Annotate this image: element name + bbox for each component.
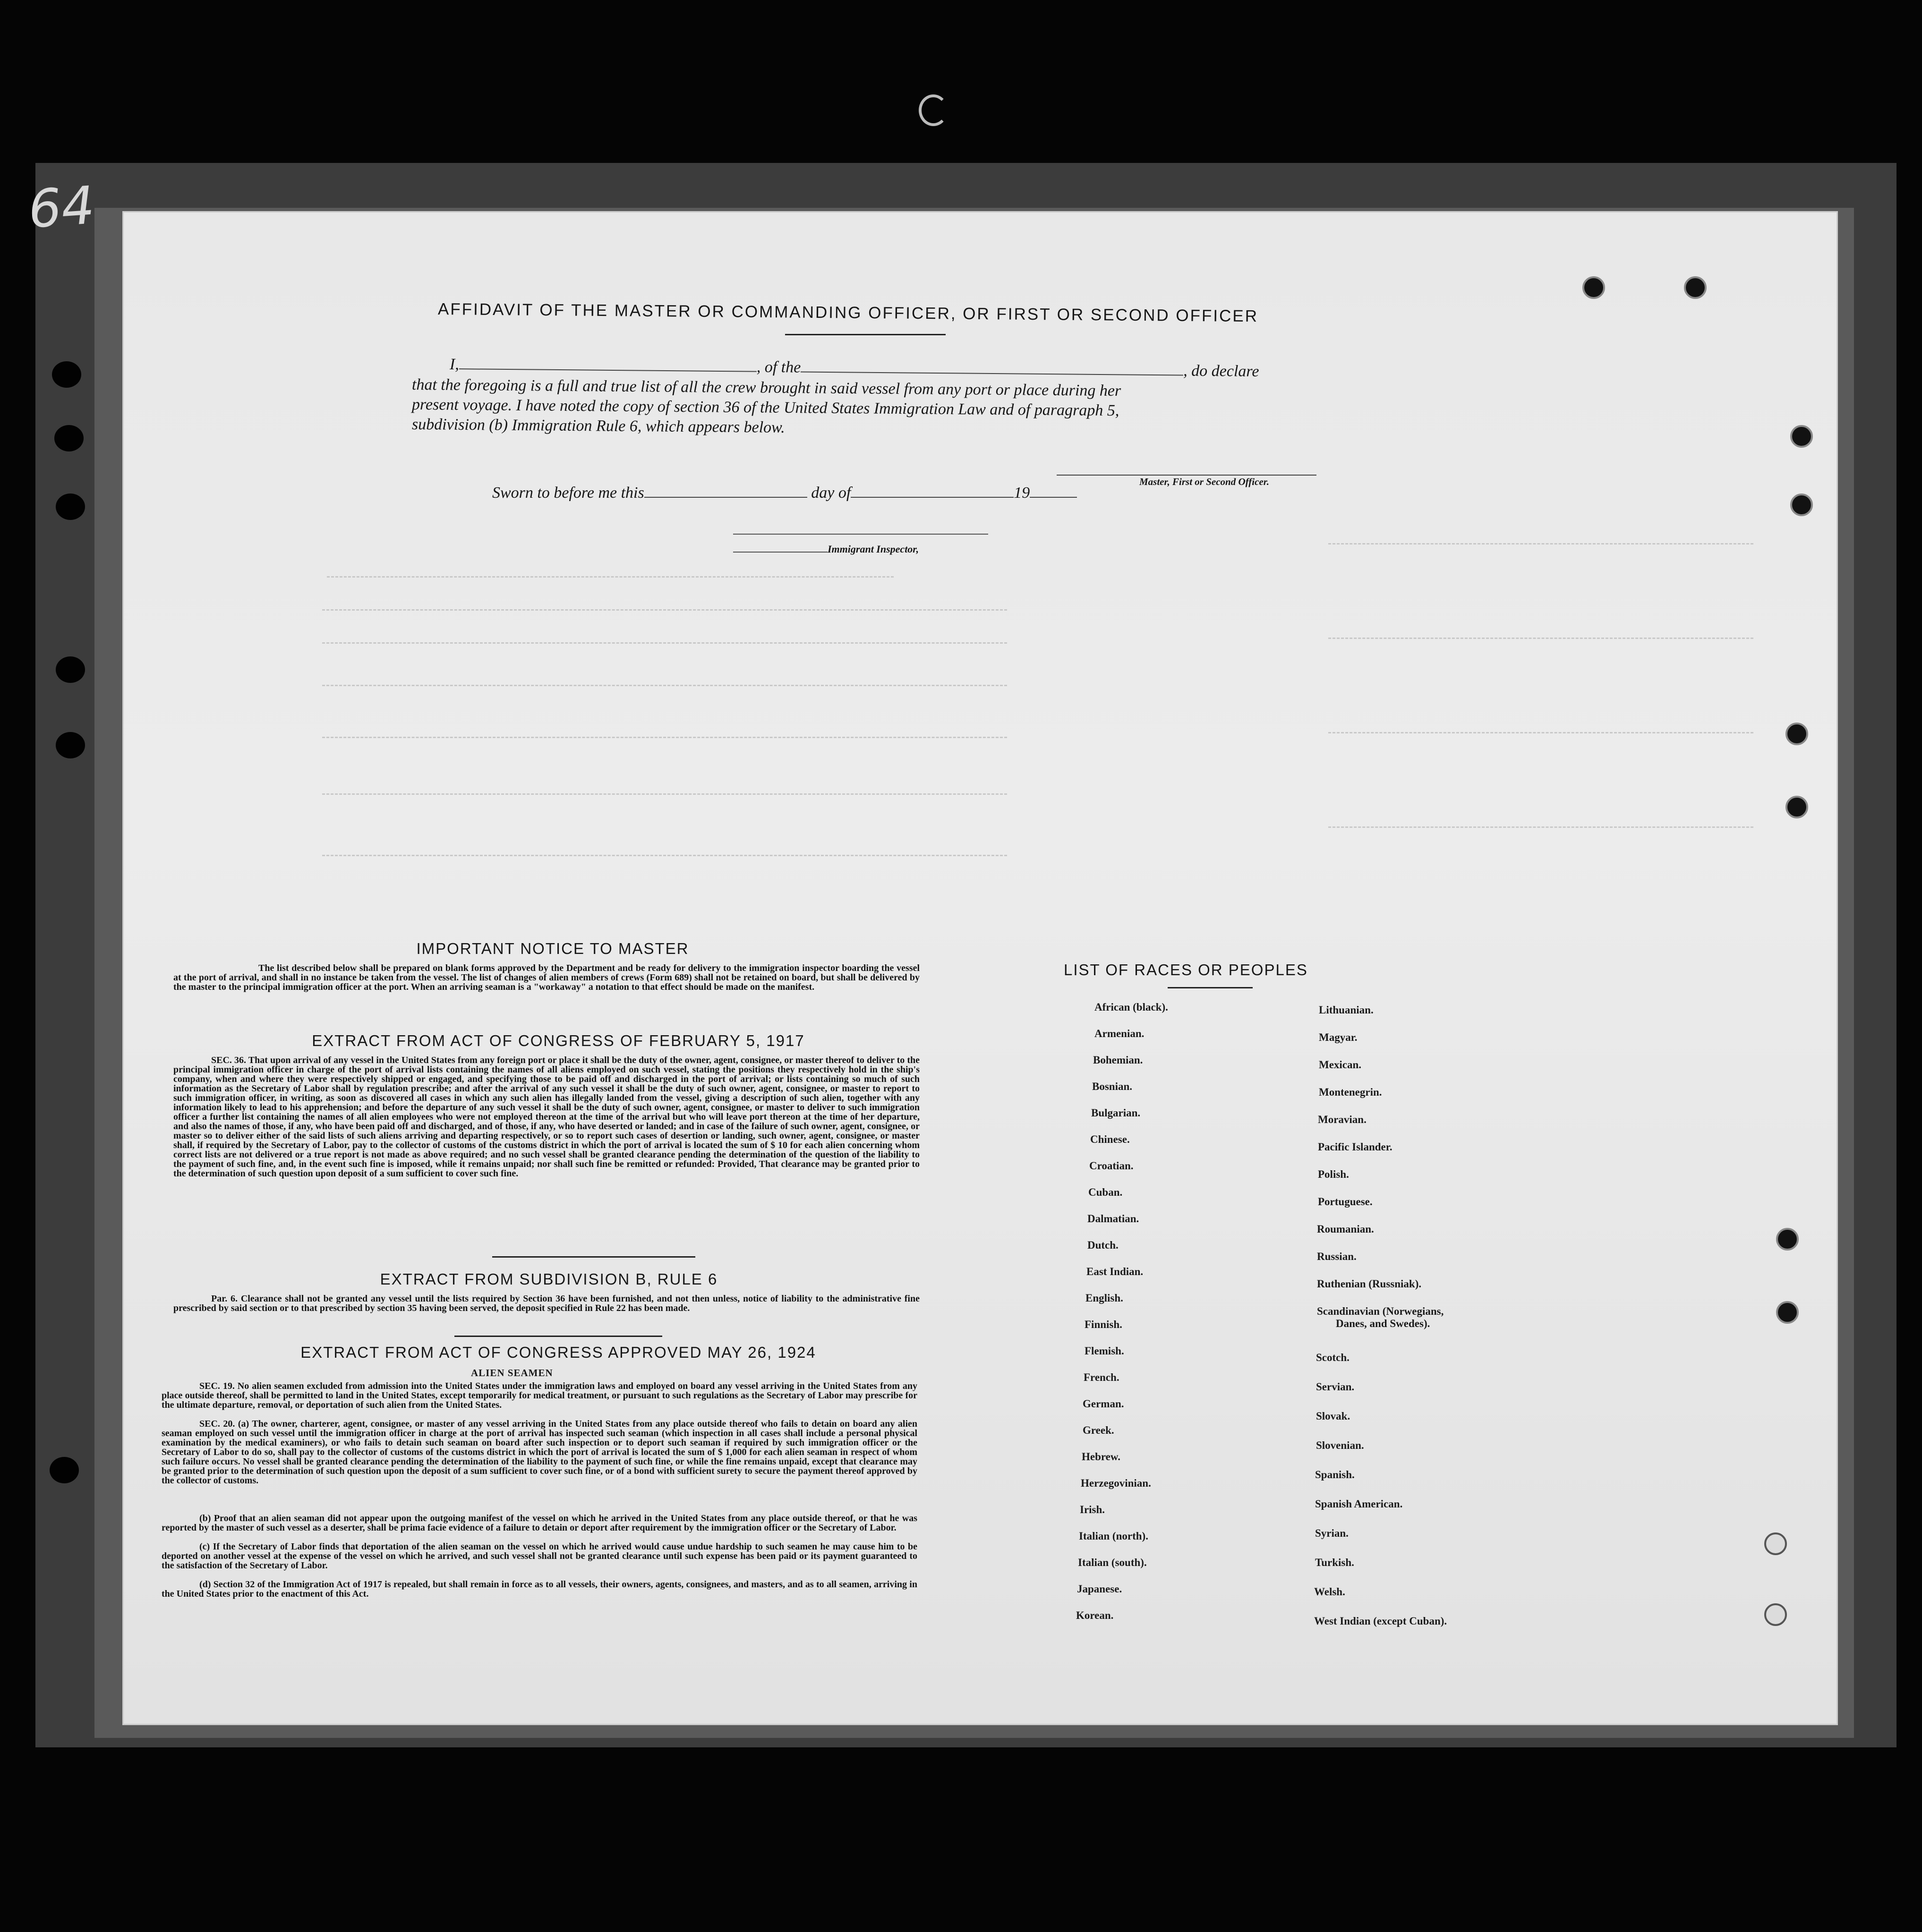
- sworn-day-of: day of: [811, 484, 851, 502]
- sworn-line: [492, 484, 1077, 502]
- inspector-signature-line: [733, 534, 988, 535]
- binding-hole: [1790, 425, 1813, 448]
- extract-1924-sec20a: SEC. 20. (a) The owner, charterer, agent, consignee, or master of any vessel arriving in the United States from any place outside thereof who fails to detain on board any alien seaman employed on such vessel until the immigration officer in charge at the port of arrival has inspected such seaman (which inspection in all cases shall include a personal physical examination by the medical examiners), or who fails to detain such seaman on board after such inspection or to deport such seaman if required by such immigration officer or the Secretary of Labor to do so, shall pay to the collector of customs of the customs district in which the port of arrival is located the sum of $ 1,000 for each alien seaman in respect of whom such failure occurs. No vessel shall be granted clearance pending the determination of the liability to the payment of such fine, or while the fine remains unpaid, except that clearance may be granted prior to the determination of such question upon the deposit of a sum sufficient to cover such fine, or of a bond with sufficient surety to secure the payment thereof approved by the collector of customs.: [162, 1419, 917, 1486]
- extract-rule6-title: EXTRACT FROM SUBDIVISION B, RULE 6: [380, 1270, 718, 1288]
- race-left: German.: [1083, 1398, 1124, 1410]
- sworn-year-blank: [1030, 497, 1077, 498]
- race-right: Roumanian.: [1317, 1223, 1374, 1235]
- bleedthrough-line: [322, 685, 1007, 686]
- binding-hole: [50, 1457, 79, 1483]
- extract-rule6-body: Par. 6. Clearance shall not be granted any vessel until the lists required by Section 36 have been furnished, and not then unless, notice of liability to the administrative fine prescribed by said section or to that prescribed by section 35 having been served, the deposit specified in Rule 22 has been made.: [173, 1294, 920, 1313]
- binding-hole: [1684, 276, 1707, 299]
- binding-hole: [52, 361, 81, 388]
- affidavit-title-rule: [785, 334, 946, 335]
- affidavit-line-1: [450, 357, 1347, 381]
- affidavit-line-4: subdivision (b) Immigration Rule 6, which appears below.: [411, 416, 785, 436]
- race-left: Irish.: [1080, 1504, 1105, 1515]
- binding-hole: [1764, 1532, 1787, 1555]
- officer-signature-line: [1057, 475, 1316, 476]
- races-title-rule: [1168, 987, 1253, 988]
- affidavit-i: I,: [449, 356, 459, 374]
- binding-hole: [1764, 1603, 1787, 1626]
- extract-1924-sec20d: (d) Section 32 of the Immigration Act of 1917 is repealed, but shall remain in force as to all vessels, their owners, agents, consignees, and masters, and as to all seamen, arriving in the United States prior to the enactment of this Act.: [162, 1579, 917, 1599]
- race-left: French.: [1084, 1371, 1119, 1383]
- affidavit-title: AFFIDAVIT OF THE MASTER OR COMMANDING OFFICER, OR FIRST OR SECOND OFFICER: [437, 300, 1259, 326]
- race-left: Croatian.: [1089, 1160, 1134, 1172]
- section-divider: [454, 1336, 662, 1337]
- binding-hole: [1785, 796, 1808, 818]
- race-right: Ruthenian (Russniak).: [1317, 1278, 1422, 1290]
- race-left: Bulgarian.: [1091, 1107, 1141, 1119]
- race-right: Mexican.: [1319, 1059, 1362, 1071]
- race-right: Scotch.: [1316, 1352, 1350, 1363]
- races-title: LIST OF RACES OR PEOPLES: [1064, 961, 1308, 979]
- binding-hole: [1785, 723, 1808, 745]
- race-right: [1317, 1305, 1444, 1330]
- binding-hole: [1582, 276, 1605, 299]
- race-left: English.: [1085, 1292, 1123, 1304]
- race-left: Finnish.: [1085, 1319, 1122, 1330]
- race-right: Lithuanian.: [1319, 1004, 1374, 1016]
- race-left: Cuban.: [1088, 1186, 1123, 1198]
- inspector-label-text: Immigrant Inspector,: [828, 543, 919, 555]
- folio-number: 64: [26, 175, 97, 240]
- affidavit-line-3: present voyage. I have noted the copy of section 36 of the United States Immigration Law and of paragraph 5,: [411, 396, 1119, 420]
- affidavit-line-2: that the foregoing is a full and true list of all the crew brought in said vessel from any port or place during her: [411, 376, 1121, 400]
- race-left: Italian (north).: [1079, 1530, 1148, 1542]
- race-left: Korean.: [1076, 1609, 1114, 1621]
- crew-list-form-back: [124, 213, 1837, 1724]
- binding-hole: [1776, 1301, 1799, 1324]
- binding-hole: [54, 425, 84, 451]
- extract-1924-title: EXTRACT FROM ACT OF CONGRESS APPROVED MAY 26, 1924: [300, 1344, 816, 1361]
- bleedthrough-line: [322, 855, 1007, 856]
- race-right: Spanish American.: [1315, 1498, 1403, 1510]
- race-left: Armenian.: [1094, 1028, 1145, 1039]
- notice-title: IMPORTANT NOTICE TO MASTER: [416, 940, 689, 957]
- bleedthrough-line: [1328, 826, 1753, 828]
- race-left: African (black).: [1094, 1001, 1168, 1013]
- race-right: Moravian.: [1318, 1114, 1367, 1125]
- race-left: Bohemian.: [1093, 1054, 1143, 1066]
- race-right-line: Danes, and Swedes).: [1336, 1318, 1430, 1329]
- extract-1917-body: SEC. 36. That upon arrival of any vessel in the United States from any foreign port or place it shall be the duty of the owner, agent, consignee, or master thereof to deliver to the principal immigration officer in charge of the port of arrival lists containing the names of all aliens employed on such vessel, stating the positions they respectively hold in the ship's company, when and where they were respectively shipped or engaged, and specifying those to be paid off and discharged in the port of arrival; or lists containing so much of such information as the Secretary of Labor shall by regulation prescribe; and after the arrival of any such vessel it shall be the duty of such owner, agent, consignee, or master to report to such immigration officer, in writing, as soon as discovered all cases in which any such alien has illegally landed from the vessel, giving a description of such alien, together with any information likely to lead to his apprehension; and before the departure of any such vessel it shall be the duty of such owner, agent, consignee, or master to deliver to such immigration officer a further list containing the names of all alien employees who were not employed thereon at the time of the arrival but who will leave port thereon at the time of her departure, and also the names of those, if any, who have been paid off and discharged, and of those, if any, who have deserted or landed; and in case of the failure of such owner, agent, consignee, or master so to deliver either of the said lists of such aliens arriving and departing respectively, or so to report such cases of desertion or landing, such owner, agent, consignee, or master shall, if required by the Secretary of Labor, pay to the collector of customs of the customs district in which the port of arrival is located the sum of $ 10 for each alien concerning whom correct lists are not delivered or a true report is not made as above required; and no such vessel shall be granted clearance pending the determination of the question of the liability to the payment of such fine, and, in the event such fine is imposed, while it remains unpaid; nor shall such fine be remitted or refunded: Provided, That clearance may be granted prior to the determination of such question upon deposit of a sum sufficient to cover such fine.: [173, 1055, 920, 1179]
- section-divider: [492, 1256, 695, 1258]
- race-left: Herzegovinian.: [1081, 1477, 1151, 1489]
- sworn-year: 19: [1014, 484, 1030, 502]
- extract-1924-sec20c: (c) If the Secretary of Labor finds that deportation of the alien seaman on the vessel on which he arrived would cause undue hardship to such seamen he may cause him to be deported on another vessel at the expense of the vessel on which he arrived, and such vessel shall not be granted clearance until such expense has been paid or its payment guaranteed to the satisfaction of the Secretary of Labor.: [162, 1541, 917, 1571]
- race-left: Chinese.: [1090, 1133, 1130, 1145]
- race-right: Russian.: [1317, 1251, 1357, 1262]
- inspector-label: [733, 543, 919, 555]
- master-name-blank: [459, 368, 757, 372]
- race-right: Slovenian.: [1316, 1439, 1364, 1451]
- race-right: Portuguese.: [1318, 1196, 1373, 1208]
- sworn-prefix: Sworn to before me this: [492, 484, 644, 502]
- notice-body: The list described below shall be prepared on blank forms approved by the Department and be ready for delivery to the immigration inspector boarding the vessel at the port of arrival, and shall in no instance be taken from the vessel. The list of changes of alien members of crews (Form 689) shall not be retained on board, but shall be delivered by the master to the principal immigration officer at the port. When an arriving seaman is a "workaway" a notation to that effect should be made on the manifest.: [173, 963, 920, 992]
- race-right-line: Scandinavian (Norwegians,: [1317, 1305, 1444, 1317]
- officer-signature-label: Master, First or Second Officer.: [1139, 476, 1269, 487]
- binding-hole: [1776, 1228, 1799, 1251]
- race-right: Syrian.: [1315, 1527, 1349, 1539]
- binding-hole: [1790, 494, 1813, 516]
- race-right: Spanish.: [1315, 1469, 1355, 1481]
- race-right: Servian.: [1316, 1381, 1355, 1393]
- race-left: Japanese.: [1077, 1583, 1122, 1595]
- race-right: Welsh.: [1314, 1586, 1345, 1598]
- sworn-day-blank: [644, 497, 807, 498]
- bleedthrough-line: [322, 642, 1007, 644]
- extract-1917-title: EXTRACT FROM ACT OF CONGRESS OF FEBRUARY 5, 1917: [312, 1032, 805, 1049]
- race-right: Pacific Islander.: [1318, 1141, 1392, 1153]
- race-right: Magyar.: [1319, 1031, 1358, 1043]
- race-right: Slovak.: [1316, 1410, 1350, 1422]
- race-left: Dutch.: [1087, 1239, 1119, 1251]
- extract-1924-sec19: SEC. 19. No alien seamen excluded from admission into the United States under the immigration laws and employed on board any vessel arriving in the United States from any place outside thereof, shall be permitted to land in the United States, except temporarily for medical treatment, or pursuant to such regulations as the Secretary of Labor may prescribe for the ultimate departure, removal, or deportation of such alien from the United States.: [162, 1381, 917, 1410]
- bleedthrough-line: [1328, 638, 1753, 639]
- bleedthrough-line: [322, 609, 1007, 611]
- binding-hole: [56, 732, 85, 758]
- race-right: Turkish.: [1315, 1557, 1354, 1568]
- bleedthrough-line: [1328, 543, 1753, 545]
- vessel-name-blank: [801, 371, 1183, 375]
- binding-hole: [56, 656, 85, 683]
- bleedthrough-line: [1328, 732, 1753, 733]
- affidavit-do-declare: , do declare: [1183, 362, 1259, 380]
- bleedthrough-line: [322, 793, 1007, 795]
- race-left: Greek.: [1083, 1424, 1114, 1436]
- race-right: Polish.: [1318, 1168, 1349, 1180]
- race-left: Flemish.: [1085, 1345, 1124, 1357]
- top-clip-mark: [919, 94, 948, 126]
- race-left: Italian (south).: [1078, 1557, 1147, 1568]
- race-right: West Indian (except Cuban).: [1314, 1615, 1447, 1627]
- extract-1924-sec20b: (b) Proof that an alien seaman did not appear upon the outgoing manifest of the vessel on which he arrived in the United States from any place outside thereof, or that he was reported by the master of such vessel as a deserter, shall be prima facie evidence of a failure to detain or deport after requirement by the immigration officer or the Secretary of Labor.: [162, 1513, 917, 1533]
- race-left: East Indian.: [1086, 1266, 1144, 1277]
- race-left: Bosnian.: [1092, 1081, 1133, 1092]
- binding-hole: [56, 494, 85, 520]
- affidavit-of-the: , of the: [756, 358, 801, 376]
- race-right: Montenegrin.: [1319, 1086, 1382, 1098]
- race-left: Hebrew.: [1082, 1451, 1120, 1463]
- sworn-month-blank: [851, 497, 1014, 498]
- bleedthrough-line: [322, 737, 1007, 738]
- bleedthrough-line: [327, 576, 894, 578]
- race-left: Dalmatian.: [1087, 1213, 1139, 1225]
- alien-seamen-subtitle: ALIEN SEAMEN: [471, 1367, 553, 1379]
